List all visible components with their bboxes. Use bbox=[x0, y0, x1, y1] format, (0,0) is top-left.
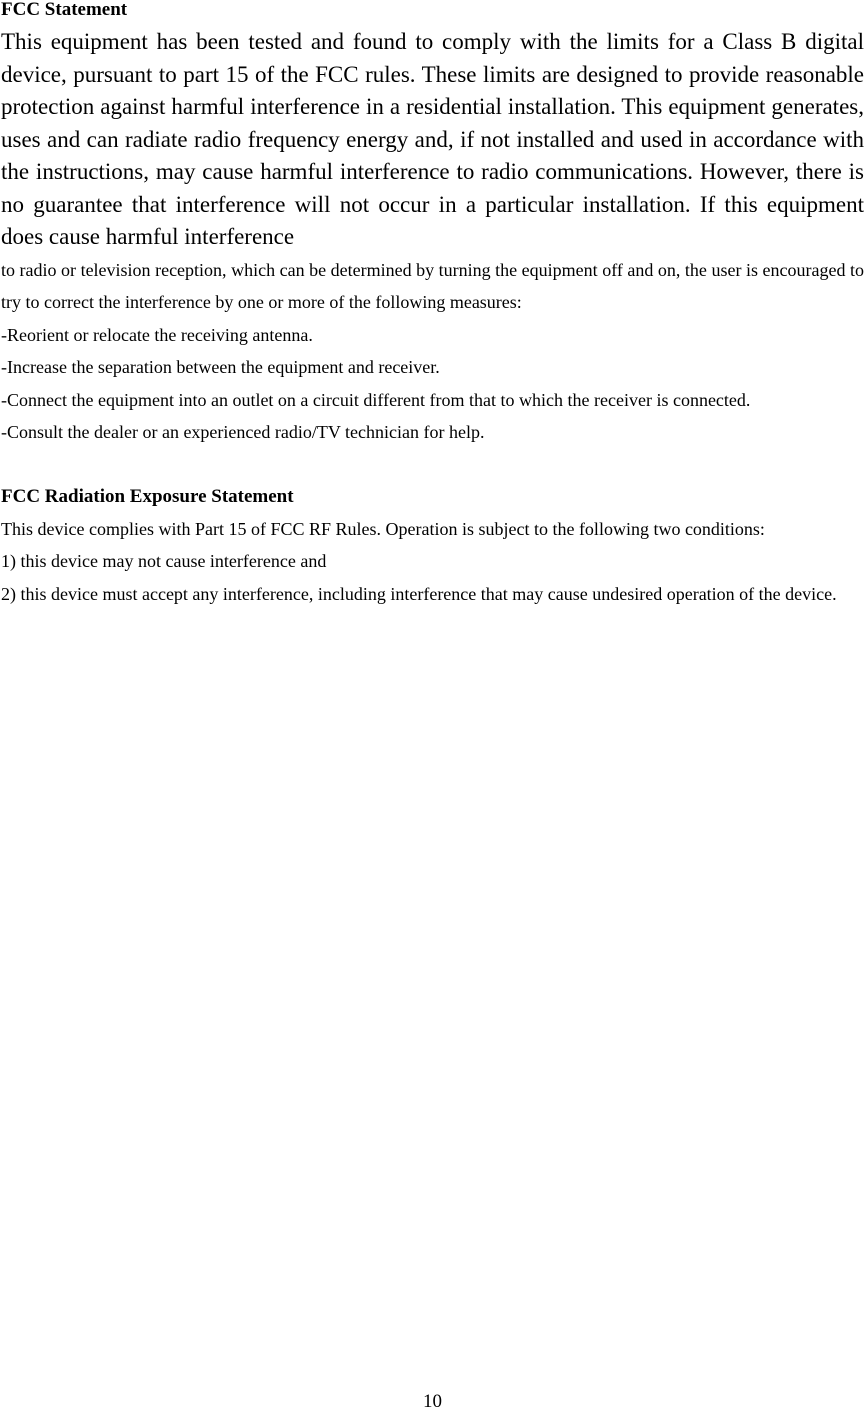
fcc-statement-continuation: to radio or television reception, which can be determined by turning the equipment off and on, the user is encouraged to try to correct the interference by one or more of the following measures: bbox=[1, 259, 864, 312]
measure-item: -Connect the equipment into an outlet on a circuit different from that to which the receiver is connected. bbox=[1, 389, 751, 410]
document-page bbox=[1, 0, 864, 610]
condition-item: 1) this device may not cause interference and bbox=[1, 551, 327, 571]
conditions-list bbox=[1, 545, 864, 610]
condition-item: 2) this device must accept any interference, including interference that may cause undesired operation of the device. bbox=[1, 583, 837, 604]
measure-item: -Reorient or relocate the receiving antenna. bbox=[1, 324, 313, 345]
measure-item: -Consult the dealer or an experienced radio/TV technician for help. bbox=[1, 422, 485, 442]
page-number: 10 bbox=[423, 1391, 442, 1412]
fcc-statement-heading: FCC Statement bbox=[1, 0, 128, 20]
fcc-statement-intro: This equipment has been tested and found to comply with the limits for a Class B digital device, pursuant to part 15 of the FCC rules. These limits are designed to provide reasonable protection against harmful interference in a residential installation. This equipment generates, uses and can radiate radio frequency energy and, if not installed and used in accordance with the instructions, may cause harmful interference to radio communications. However, there is no guarantee that interference will not occur in a particular installation. If this equipment does cause harmful interference bbox=[1, 29, 864, 249]
measure-item: -Increase the separation between the equipment and receiver. bbox=[1, 357, 440, 377]
rf-statement-intro: This device complies with Part 15 of FCC RF Rules. Operation is subject to the following two conditions: bbox=[1, 518, 765, 539]
rf-statement-heading: FCC Radiation Exposure Statement bbox=[1, 485, 294, 507]
section-divider-space bbox=[1, 449, 864, 481]
rf-statement-section bbox=[1, 481, 864, 611]
fcc-statement-section bbox=[1, 0, 864, 449]
